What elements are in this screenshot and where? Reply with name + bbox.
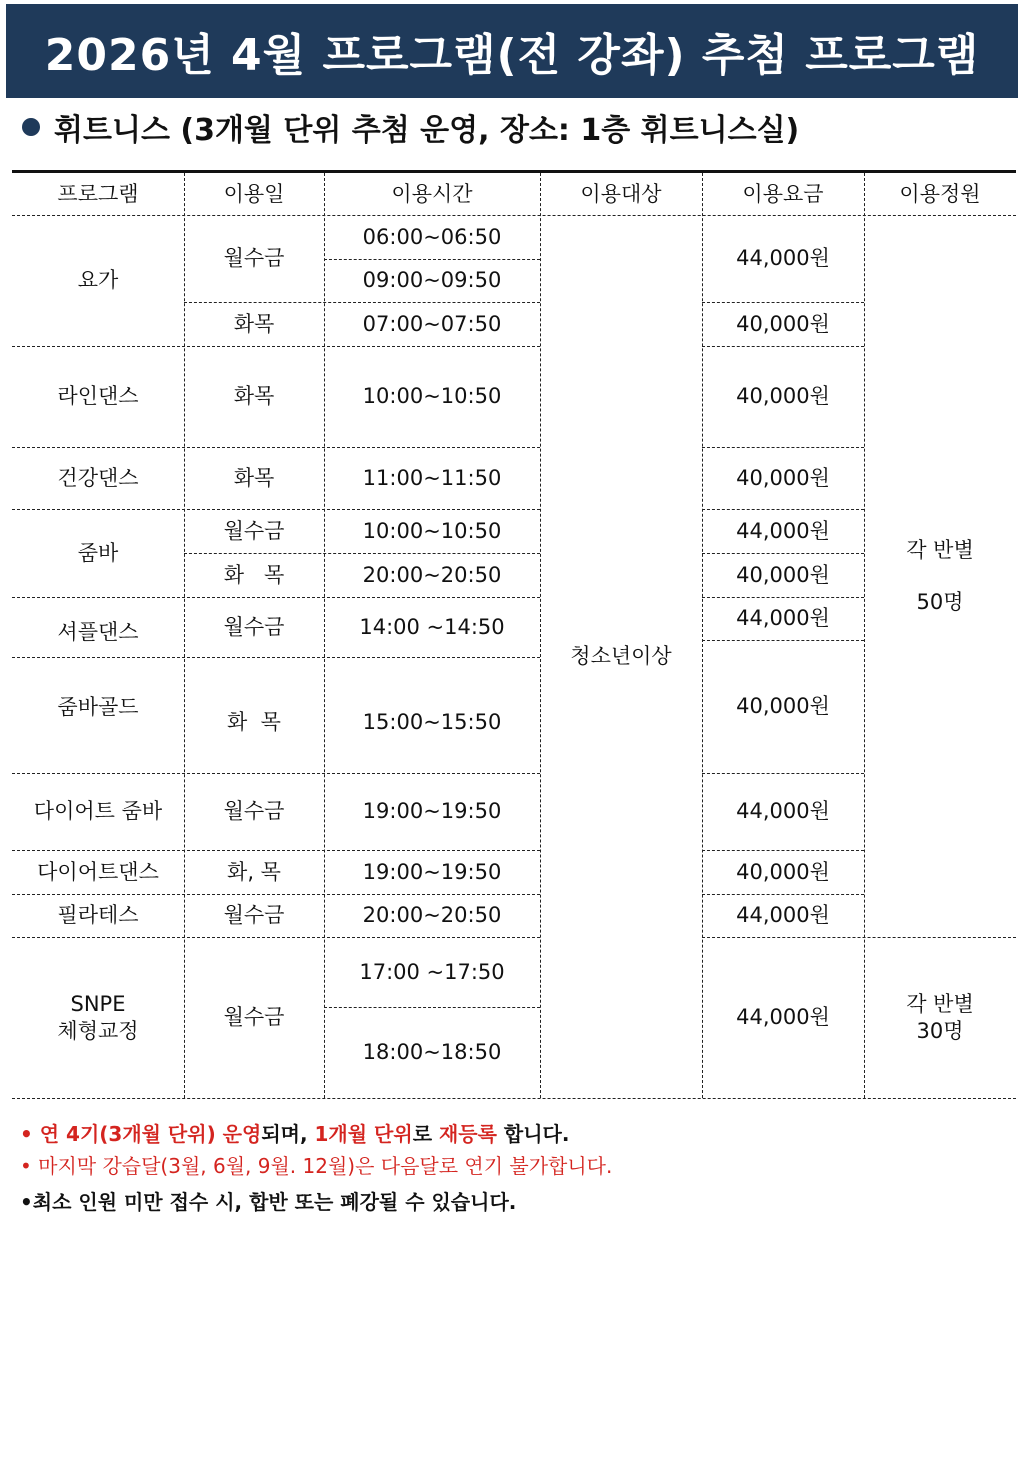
note-1 <box>20 1118 612 1150</box>
row-divider <box>12 773 540 774</box>
row-divider <box>12 215 1016 216</box>
note-3: •최소 인원 미만 접수 시, 합반 또는 폐강될 수 있습니다. <box>20 1190 517 1214</box>
program-cell: 필라테스 <box>57 903 139 928</box>
time-cell: 11:00~11:50 <box>362 465 502 490</box>
row-divider <box>324 1007 540 1008</box>
day-cell: 화목 <box>233 311 275 336</box>
program-cell: 셔플댄스 <box>57 619 139 644</box>
day-cell: 월수금 <box>223 903 285 928</box>
column-divider <box>324 173 325 1098</box>
program-cell: 다이어트 줌바 <box>33 799 163 824</box>
row-divider <box>184 553 540 554</box>
note-1-a: • 연 4기(3개월 단위) 운영 <box>20 1122 262 1146</box>
note-1-c: 1개월 단위 <box>314 1122 413 1146</box>
time-cell: 17:00 ~17:50 <box>359 959 505 984</box>
time-cell: 20:00~20:50 <box>362 562 502 587</box>
row-divider <box>702 553 864 554</box>
row-divider <box>184 302 540 303</box>
program-cell: 라인댄스 <box>57 384 139 409</box>
time-cell: 14:00 ~14:50 <box>359 614 505 639</box>
day-cell: 월수금 <box>223 799 285 824</box>
day-cell: 월수금 <box>223 1005 285 1030</box>
row-divider <box>702 302 864 303</box>
fee-cell: 44,000원 <box>736 606 830 631</box>
row-divider <box>12 894 540 895</box>
row-divider <box>702 773 864 774</box>
column-divider <box>540 173 541 1098</box>
fee-cell: 44,000원 <box>736 799 830 824</box>
fee-cell: 40,000원 <box>736 562 830 587</box>
program-cell: 건강댄스 <box>57 465 139 490</box>
time-cell: 07:00~07:50 <box>362 311 502 336</box>
row-divider <box>12 509 540 510</box>
row-divider <box>12 937 540 938</box>
header-target: 이용대상 <box>580 181 662 206</box>
row-divider <box>12 346 540 347</box>
page-title: 2026년 4월 프로그램(전 강좌) 추첨 프로그램 <box>44 30 980 81</box>
day-cell: 월수금 <box>223 246 285 271</box>
row-divider <box>702 597 864 598</box>
day-cell: 화목 <box>233 465 275 490</box>
header-capacity: 이용정원 <box>899 181 981 206</box>
program-cell: 다이어트댄스 <box>37 859 159 884</box>
column-divider <box>184 173 185 1098</box>
fee-cell: 44,000원 <box>736 903 830 928</box>
fee-cell: 40,000원 <box>736 384 830 409</box>
header-fee: 이용요금 <box>742 181 824 206</box>
row-divider <box>702 509 864 510</box>
day-cell: 화목 <box>233 384 275 409</box>
fee-cell: 40,000원 <box>736 694 830 719</box>
program-cell: SNPE 체형교정 <box>57 992 139 1043</box>
fee-cell: 40,000원 <box>736 311 830 336</box>
fee-cell: 44,000원 <box>736 246 830 271</box>
fee-cell: 44,000원 <box>736 518 830 543</box>
fee-cell: 40,000원 <box>736 465 830 490</box>
note-1-f: 합니다. <box>496 1122 570 1146</box>
time-cell: 20:00~20:50 <box>362 903 502 928</box>
note-2: • 마지막 강습달(3월, 6월, 9월. 12월)은 다음달로 연기 불가합니다. <box>20 1154 613 1178</box>
table-bottom-border <box>12 1098 1016 1099</box>
row-divider <box>12 447 540 448</box>
day-cell: 월수금 <box>223 518 285 543</box>
day-cell: 월수금 <box>223 614 285 639</box>
time-cell: 19:00~19:50 <box>362 859 502 884</box>
fee-cell: 40,000원 <box>736 859 830 884</box>
target-cell: 청소년이상 <box>570 644 672 669</box>
column-divider <box>864 173 865 1098</box>
notes <box>20 1118 612 1218</box>
section-heading <box>22 104 799 150</box>
day-cell: 화, 목 <box>227 859 281 884</box>
program-cell: 요가 <box>77 268 119 293</box>
time-cell: 19:00~19:50 <box>362 799 502 824</box>
row-divider <box>12 657 540 658</box>
row-divider <box>12 597 540 598</box>
time-cell: 18:00~18:50 <box>362 1040 502 1065</box>
note-1-d: 로 <box>412 1122 439 1146</box>
time-cell: 06:00~06:50 <box>362 224 502 249</box>
fee-cell: 44,000원 <box>736 1005 830 1030</box>
capacity-cell: 각 반별 30명 <box>906 992 974 1043</box>
note-1-e: 재등록 <box>438 1122 497 1146</box>
time-cell: 10:00~10:50 <box>362 518 502 543</box>
row-divider <box>702 640 864 641</box>
header-day: 이용일 <box>223 181 285 206</box>
time-cell: 15:00~15:50 <box>362 709 502 734</box>
row-divider <box>12 850 540 851</box>
note-1-b: 되며, <box>261 1122 315 1146</box>
header-program: 프로그램 <box>57 181 139 206</box>
day-cell: 화 목 <box>227 709 281 734</box>
capacity-cell: 각 반별 50명 <box>906 537 974 615</box>
row-divider <box>702 447 864 448</box>
time-cell: 10:00~10:50 <box>362 384 502 409</box>
bullet-dot-icon <box>22 118 40 136</box>
program-cell: 줌바골드 <box>57 694 139 719</box>
page-title-banner <box>6 4 1018 98</box>
time-cell: 09:00~09:50 <box>362 268 502 293</box>
program-cell: 줌바 <box>77 540 119 565</box>
row-divider <box>702 850 864 851</box>
column-divider <box>702 173 703 1098</box>
header-time: 이용시간 <box>391 181 473 206</box>
section-title: 휘트니스 (3개월 단위 추첨 운영, 장소: 1층 휘트니스실) <box>54 113 800 148</box>
day-cell: 화 목 <box>223 562 285 587</box>
row-divider <box>324 259 540 260</box>
row-divider <box>702 894 864 895</box>
row-divider <box>702 346 864 347</box>
row-divider <box>702 937 1016 938</box>
